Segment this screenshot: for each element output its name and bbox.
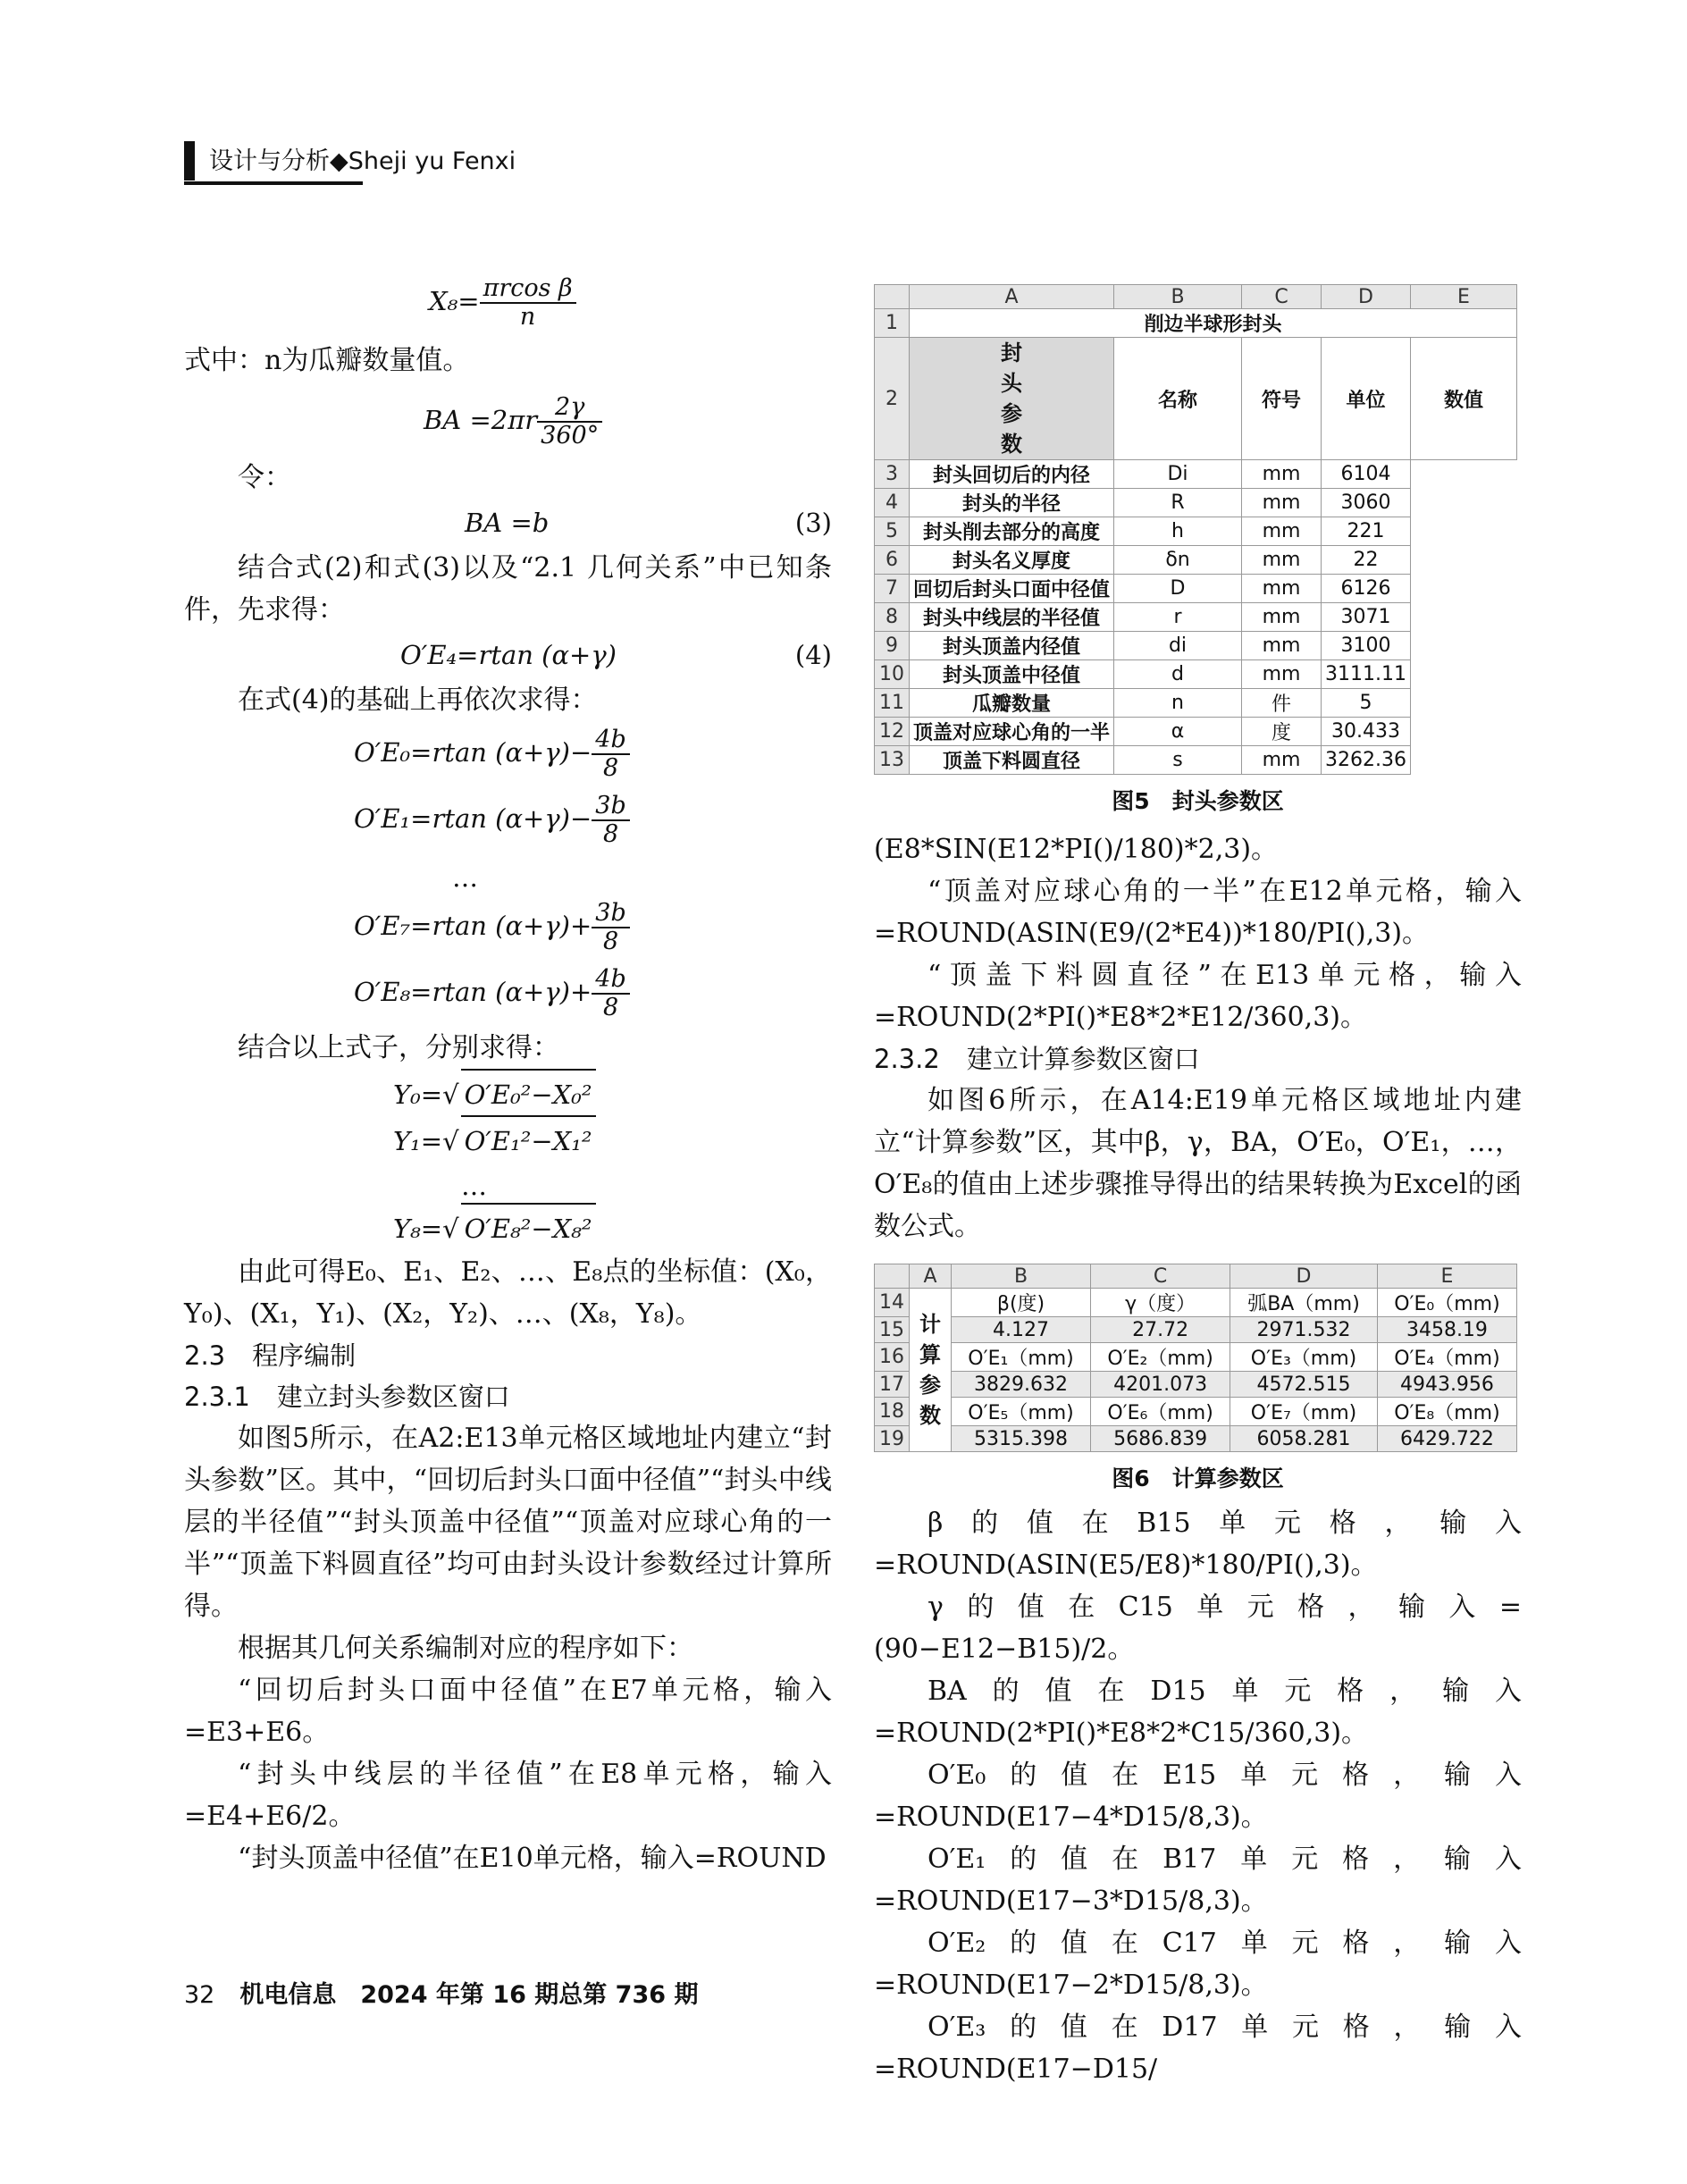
fig6-header-cell: O′E₃（mm): [1230, 1343, 1378, 1372]
fig6-group-char: 算: [919, 1342, 941, 1367]
fig5-col-b: B: [1114, 285, 1242, 309]
fig5-cell-symbol: d: [1114, 660, 1242, 689]
fig6-col-a: A: [910, 1264, 952, 1289]
fig6-header-cell: O′E₄（mm): [1377, 1343, 1516, 1372]
eq-ba-num: 2γ: [537, 394, 602, 423]
fig6-row: [875, 1343, 1517, 1372]
heading-2-3-number: 2.3: [184, 1340, 226, 1371]
fig5-cell-value: 3262.36: [1322, 746, 1411, 775]
fig5-col-d: D: [1322, 285, 1411, 309]
header-rule: [184, 181, 363, 185]
fig5-cell-value: 6126: [1322, 575, 1411, 603]
fig6-col-c: C: [1091, 1264, 1230, 1289]
fig6-header-cell: β(度): [952, 1289, 1091, 1317]
equation-x8: [184, 268, 832, 340]
fig6-col-e: E: [1377, 1264, 1516, 1289]
paragraph-e12: “顶盖对应球心角的一半”在E12单元格，输入=ROUND(ASIN(E9/(2*E4))*180/PI(),3)。: [874, 876, 1522, 949]
fig6-row: [875, 1372, 1517, 1398]
left-column: [184, 268, 832, 1879]
fig6-value-cell: 5315.398: [952, 1426, 1091, 1452]
paragraph-e15: O′E₀的值在E15单元格，输入=ROUND(E17−4*D15/8,3)。: [874, 1760, 1522, 1833]
paragraph-b15: β的值在B15单元格，输入=ROUND(ASIN(E5/E8)*180/PI(),3)。: [874, 1508, 1522, 1581]
paragraph-e10-cont: (E8*SIN(E12*PI()/180)*2,3)。: [874, 834, 1279, 865]
fig5-row: [875, 632, 1517, 660]
eq-y8-lhs: Y₈=√: [393, 1214, 459, 1244]
fig5-cell-symbol: s: [1114, 746, 1242, 775]
fig5-cell-unit: mm: [1242, 489, 1322, 517]
fig5-cell-value: 3060: [1322, 489, 1411, 517]
fig5-header-value: 数值: [1411, 338, 1517, 460]
fig5-cell-value: 6104: [1322, 460, 1411, 489]
fig5-cell-value: 3100: [1322, 632, 1411, 660]
fig5-col-e: E: [1411, 285, 1517, 309]
eq-oe8-den: 8: [602, 994, 619, 1021]
fig5-row-number: 10: [875, 660, 910, 689]
fig6-row-number: 14: [875, 1289, 910, 1317]
fig6-value-cell: 4201.073: [1091, 1372, 1230, 1398]
paragraph-then: 在式(4)的基础上再依次求得：: [238, 685, 598, 716]
paragraph-coords: 由此可得E₀、E₁、E₂、…、E₈点的坐标值：(X₀，Y₀)、(X₁，Y₁)、(X₂，Y₂)、…、(X₈，Y₈)。: [184, 1256, 832, 1330]
fig5-row: [875, 689, 1517, 718]
eq-oe1-den: 8: [602, 820, 619, 848]
equation-oe1: [184, 787, 832, 853]
equation-y8: [184, 1203, 832, 1251]
equation-4: [184, 631, 832, 679]
eq-x8-den: n: [519, 303, 536, 331]
fig5-row: [875, 718, 1517, 746]
paragraph-d17: O′E₃的值在D17单元格，输入=ROUND(E17−D15/: [874, 2012, 1522, 2085]
fig5-row-1: [875, 309, 1517, 338]
paragraph-d15: BA的值在D15单元格，输入=ROUND(2*PI()*E8*2*C15/360,3)。: [874, 1676, 1522, 1749]
fig5-cell-symbol: δn: [1114, 546, 1242, 575]
fig5-cell-unit: mm: [1242, 746, 1322, 775]
eq-oe0-num: 4b: [592, 727, 629, 755]
fig6-row-number: 19: [875, 1426, 910, 1452]
fig5-row-number: 8: [875, 603, 910, 632]
fig5-corner: [875, 285, 910, 309]
fig5-row-number: 3: [875, 460, 910, 489]
fig6-value-cell: 2971.532: [1230, 1317, 1378, 1343]
fig6-value-cell: 27.72: [1091, 1317, 1230, 1343]
heading-2-3-1-text: 建立封头参数区窗口: [276, 1382, 510, 1412]
fig5-cell-value: 221: [1322, 517, 1411, 546]
fig5-cell-value: 5: [1322, 689, 1411, 718]
fig5-cell-name: 瓜瓣数量: [910, 689, 1114, 718]
fig6-group-char: 计: [919, 1312, 941, 1337]
fig5-group-char: 数: [1001, 432, 1022, 457]
heading-2-3-2-number: 2.3.2: [874, 1044, 940, 1074]
fig5-header-unit: 单位: [1322, 338, 1411, 460]
fig6-value-cell: 4943.956: [1377, 1372, 1516, 1398]
fig5-row: [875, 489, 1517, 517]
equation-dots-1: [184, 853, 832, 895]
fig6-value-cell: 6429.722: [1377, 1426, 1516, 1452]
fig6-header-cell: O′E₁（mm): [952, 1343, 1091, 1372]
fig6-value-cell: 4.127: [952, 1317, 1091, 1343]
fig6-corner: [875, 1264, 910, 1289]
fig6-header-cell: O′E₂（mm): [1091, 1343, 1230, 1372]
fig6-row: [875, 1426, 1517, 1452]
fig5-row: [875, 460, 1517, 489]
dots-1: …: [452, 862, 478, 893]
fig5-col-c: C: [1242, 285, 1322, 309]
paragraph-e7: “回切后封头口面中径值”在E7单元格，输入=E3+E6。: [184, 1675, 832, 1748]
eq-oe8-lhs: O′E₈=rtan (α+γ)+: [354, 977, 592, 1007]
fig5-row-number: 5: [875, 517, 910, 546]
heading-2-3: [184, 1335, 832, 1376]
fig5-row-number: 1: [875, 309, 910, 338]
fig5-row: [875, 546, 1517, 575]
running-header: [184, 138, 516, 181]
eq-oe7-num: 3b: [592, 900, 629, 928]
fig5-row-number: 4: [875, 489, 910, 517]
fig5-cell-name: 回切后封头口面中径值: [910, 575, 1114, 603]
eq-y1-radicand: O′E₁²−X₁²: [461, 1115, 596, 1165]
fig5-row-number: 11: [875, 689, 910, 718]
fig5-header-symbol: 符号: [1242, 338, 1322, 460]
eq-x8-lhs: X₈=: [429, 286, 480, 316]
paragraph-b17: O′E₁的值在B17单元格，输入=ROUND(E17−3*D15/8,3)。: [874, 1844, 1522, 1917]
eq4-number: (4): [794, 640, 832, 670]
fig5-cell-symbol: α: [1114, 718, 1242, 746]
fig5-cell-unit: mm: [1242, 517, 1322, 546]
fig6-row-number: 15: [875, 1317, 910, 1343]
page-number: 32: [184, 1981, 215, 2009]
fig5-cell-symbol: D: [1114, 575, 1242, 603]
fig5-header-name: 名称: [1114, 338, 1242, 460]
fig6-row: [875, 1317, 1517, 1343]
heading-2-3-2: [874, 1038, 1522, 1079]
fig5-row: [875, 660, 1517, 689]
fig6-value-cell: 3829.632: [952, 1372, 1091, 1398]
fig5-cell-symbol: r: [1114, 603, 1242, 632]
fig5-title: 削边半球形封头: [910, 309, 1517, 338]
eq-y0-lhs: Y₀=√: [393, 1079, 459, 1110]
eq-oe8-num: 4b: [592, 966, 629, 995]
fig6-value-cell: 5686.839: [1091, 1426, 1230, 1452]
where-n: 式中：n为瓜瓣数量值。: [184, 345, 470, 376]
fig6-column-headers: [875, 1264, 1517, 1289]
fig5-cell-name: 封头中线层的半径值: [910, 603, 1114, 632]
eq3-number: (3): [794, 508, 832, 538]
eq-oe1-num: 3b: [592, 793, 629, 821]
fig5-cell-name: 顶盖下料圆直径: [910, 746, 1114, 775]
paragraph-fig5: 如图5所示，在A2:E13单元格区域地址内建立“封头参数”区。其中，“回切后封头口面中径值”“封头中线层的半径值”“封头顶盖中径值”“顶盖对应球心角的一半”“顶盖下料圆直径”均可由封头设计参数经过计算所得。: [184, 1423, 832, 1622]
fig6-row-number: 18: [875, 1398, 910, 1426]
fig6-sheet: [874, 1264, 1517, 1452]
fig5-row-number: 9: [875, 632, 910, 660]
paragraph-e13: “顶盖下料圆直径”在E13单元格，输入=ROUND(2*PI()*E8*2*E12/360,3)。: [874, 960, 1522, 1033]
eq-oe0-den: 8: [602, 754, 619, 782]
fig6-header-cell: γ（度）: [1091, 1289, 1230, 1317]
eq-y0-radicand: O′E₀²−X₀²: [461, 1069, 596, 1119]
header-title: 设计与分析◆Sheji yu Fenxi: [209, 147, 516, 175]
fig5-row-number: 12: [875, 718, 910, 746]
equation-oe8: [184, 961, 832, 1027]
fig5-group-char: 头: [1001, 371, 1022, 396]
eq-oe7-den: 8: [602, 928, 619, 955]
paragraph-c15: γ的值在C15单元格，输入=(90−E12−B15)/2。: [874, 1592, 1522, 1665]
fig5-cell-symbol: R: [1114, 489, 1242, 517]
fig5-cell-value: 30.433: [1322, 718, 1411, 746]
fig6-caption: 图6 计算参数区: [1112, 1466, 1284, 1491]
equation-oe0: [184, 721, 832, 787]
eq4-body: O′E₄=rtan (α+γ): [400, 640, 617, 670]
fig6-value-cell: 3458.19: [1377, 1317, 1516, 1343]
fig5-cell-unit: 度: [1242, 718, 1322, 746]
paragraph-c17: O′E₂的值在C17单元格，输入=ROUND(E17−2*D15/8,3)。: [874, 1928, 1522, 2001]
fig5-group-char: 封: [1001, 340, 1022, 365]
fig5-cell-name: 封头顶盖内径值: [910, 632, 1114, 660]
fig5-cell-unit: mm: [1242, 660, 1322, 689]
fig6-header-cell: O′E₈（mm): [1377, 1398, 1516, 1426]
equation-dots-2: [184, 1162, 832, 1203]
eq-y8-radicand: O′E₈²−X₈²: [461, 1203, 596, 1253]
fig6-row: [875, 1398, 1517, 1426]
heading-2-3-1: [184, 1376, 832, 1417]
fig5-row: [875, 603, 1517, 632]
fig5-group-char: 参: [1001, 401, 1022, 426]
fig6-row-number: 16: [875, 1343, 910, 1372]
fig5-cell-symbol: Di: [1114, 460, 1242, 489]
fig5-row-2: [875, 338, 1517, 460]
fig6-row-number: 17: [875, 1372, 910, 1398]
fig5-cell-symbol: h: [1114, 517, 1242, 546]
fig5-sheet: [874, 284, 1517, 775]
heading-2-3-2-text: 建立计算参数区窗口: [966, 1044, 1200, 1074]
page-footer: [184, 1975, 698, 2010]
header-bar: [184, 141, 195, 181]
fig5-caption: 图5 封头参数区: [1112, 788, 1284, 814]
fig5-row-number: 7: [875, 575, 910, 603]
equation-y0: [184, 1069, 832, 1115]
eq-oe0-lhs: O′E₀=rtan (α+γ)−: [354, 737, 592, 768]
fig5-cell-name: 封头削去部分的高度: [910, 517, 1114, 546]
fig5-cell-name: 封头回切后的内径: [910, 460, 1114, 489]
fig5-cell-name: 封头的半径: [910, 489, 1114, 517]
equation-oe7: [184, 895, 832, 961]
fig5-cell-name: 封头顶盖中径值: [910, 660, 1114, 689]
equation-3: [184, 499, 832, 547]
journal-issue: 机电信息 2024 年第 16 期总第 736 期: [239, 1981, 699, 2009]
paragraph-e8: “封头中线层的半径值”在E8单元格，输入=E4+E6/2。: [184, 1759, 832, 1832]
fig6-group-char: 参: [919, 1373, 941, 1398]
dots-2: …: [461, 1171, 487, 1201]
fig5-cell-symbol: di: [1114, 632, 1242, 660]
fig5-cell-unit: mm: [1242, 575, 1322, 603]
eq-ba-den: 360°: [541, 422, 600, 449]
eq-ba-lhs: BA =2πr: [424, 405, 538, 435]
heading-2-3-text: 程序编制: [252, 1340, 357, 1371]
fig5-cell-unit: mm: [1242, 460, 1322, 489]
eq-oe7-lhs: O′E₇=rtan (α+γ)+: [354, 911, 592, 941]
heading-2-3-1-number: 2.3.1: [184, 1382, 250, 1412]
fig6-header-cell: O′E₀（mm): [1377, 1289, 1516, 1317]
fig6-header-cell: 弧BA（mm): [1230, 1289, 1378, 1317]
fig6-value-cell: 4572.515: [1230, 1372, 1378, 1398]
right-column: [874, 284, 1522, 2090]
fig5-row-number: 13: [875, 746, 910, 775]
eq-y1-lhs: Y₁=√: [393, 1126, 459, 1156]
fig6-header-cell: O′E₆（mm): [1091, 1398, 1230, 1426]
fig5-row-number: 6: [875, 546, 910, 575]
fig6-group-label: [910, 1289, 952, 1452]
eq-x8-num: πrcos β: [480, 275, 576, 304]
fig5-row: [875, 517, 1517, 546]
equation-ba: [184, 382, 832, 457]
fig5-col-a: A: [910, 285, 1114, 309]
fig6-col-b: B: [952, 1264, 1091, 1289]
figure-6: [874, 1264, 1522, 1493]
figure-5: [874, 284, 1522, 816]
fig5-cell-value: 22: [1322, 546, 1411, 575]
paragraph-fig6: 如图6所示，在A14:E19单元格区域地址内建立“计算参数”区，其中β，γ，BA，O′E₀，O′E₁，…，O′E₈的值由上述步骤推导得出的结果转换为Excel的函数公式。: [874, 1085, 1522, 1242]
fig5-row-number: 2: [875, 338, 910, 460]
fig5-cell-unit: mm: [1242, 632, 1322, 660]
fig5-cell-unit: 件: [1242, 689, 1322, 718]
fig6-header-cell: O′E₇（mm): [1230, 1398, 1378, 1426]
paragraph-combine2: 结合以上式子，分别求得：: [238, 1032, 559, 1063]
fig5-row: [875, 575, 1517, 603]
fig6-row: [875, 1289, 1517, 1317]
fig6-col-d: D: [1230, 1264, 1378, 1289]
fig6-value-cell: 6058.281: [1230, 1426, 1378, 1452]
fig5-group-label: [910, 338, 1114, 460]
ling: 令：: [238, 462, 291, 493]
fig5-cell-name: 封头名义厚度: [910, 546, 1114, 575]
fig5-cell-name: 顶盖对应球心角的一半: [910, 718, 1114, 746]
paragraph-e10: “封头顶盖中径值”在E10单元格，输入=ROUND: [238, 1843, 827, 1874]
fig5-cell-value: 3111.11: [1322, 660, 1411, 689]
paragraph-prog: 根据其几何关系编制对应的程序如下：: [238, 1633, 693, 1664]
fig6-header-cell: O′E₅（mm): [952, 1398, 1091, 1426]
equation-y1: [184, 1115, 832, 1162]
fig5-cell-unit: mm: [1242, 546, 1322, 575]
eq-oe1-lhs: O′E₁=rtan (α+γ)−: [354, 803, 592, 834]
fig5-cell-symbol: n: [1114, 689, 1242, 718]
fig6-group-char: 数: [919, 1403, 941, 1428]
paragraph-combine: 结合式(2)和式(3)以及“2.1 几何关系”中已知条件，先求得：: [184, 552, 832, 626]
fig5-row: [875, 746, 1517, 775]
fig5-column-headers: [875, 285, 1517, 309]
fig5-cell-value: 3071: [1322, 603, 1411, 632]
eq3-body: BA =b: [465, 508, 550, 538]
fig5-cell-unit: mm: [1242, 603, 1322, 632]
